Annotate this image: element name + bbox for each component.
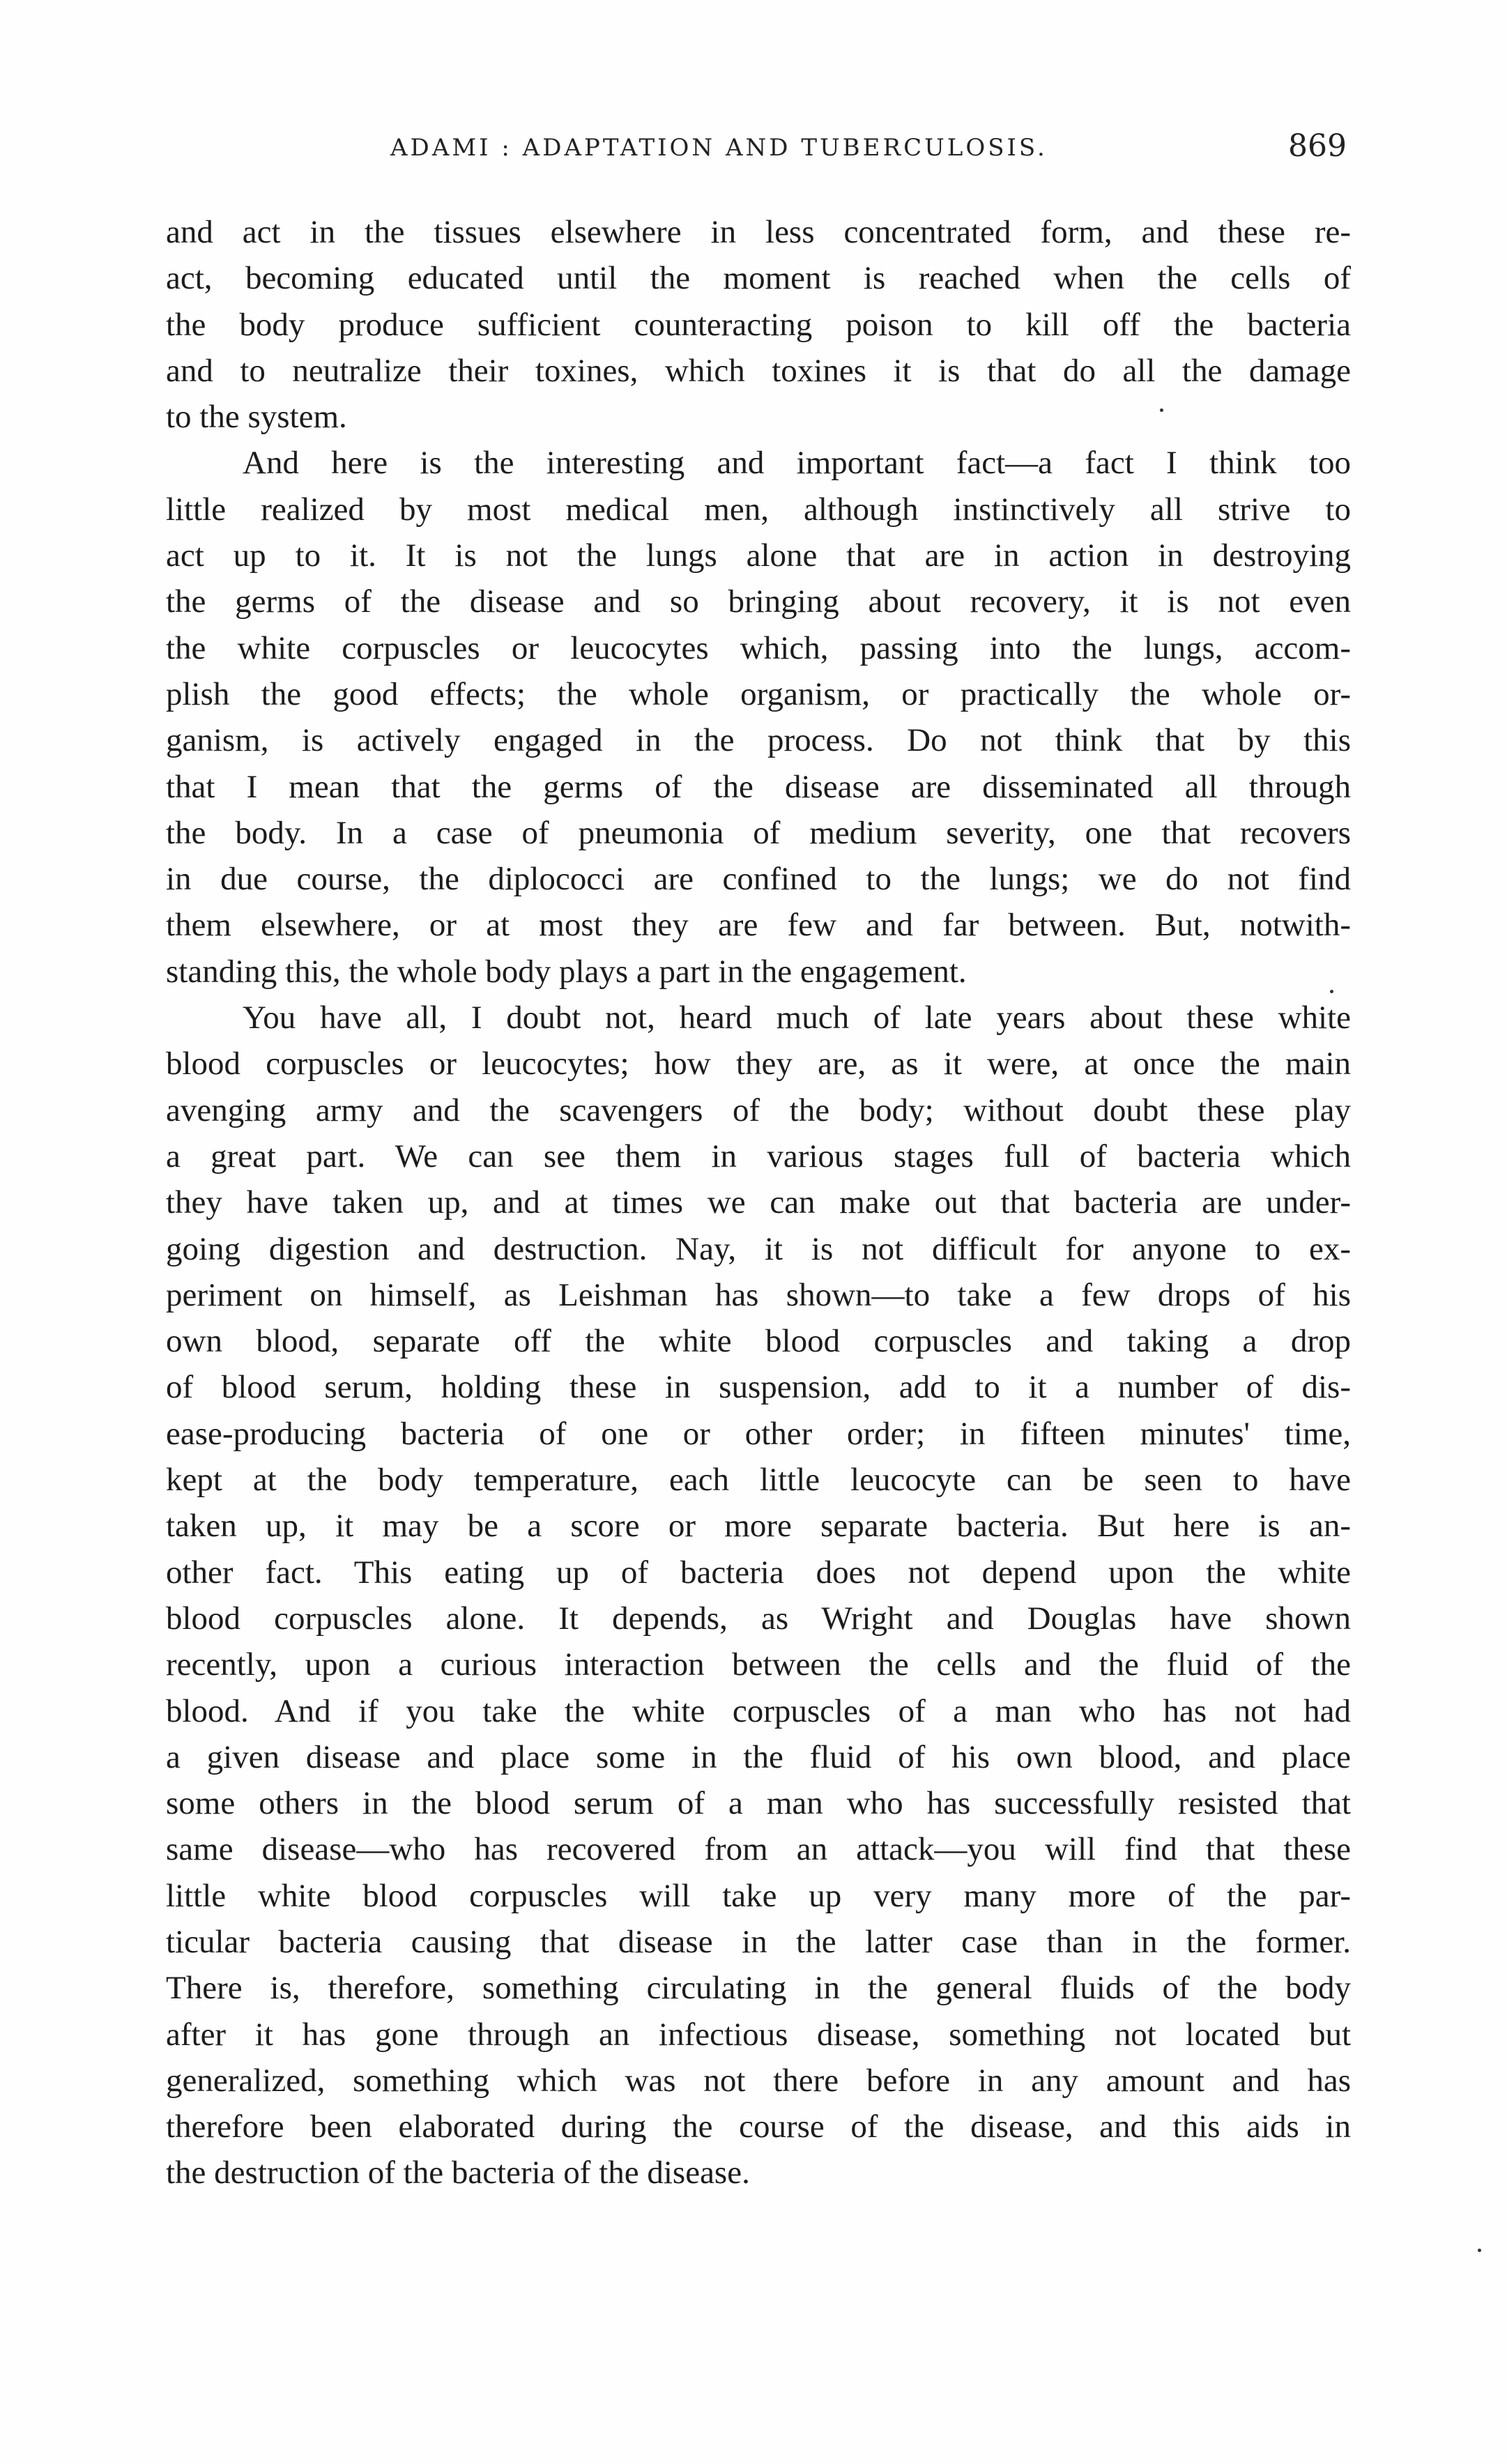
text-line: going digestion and destruction. Nay, it is not difficult for anyone to ex- [166, 1230, 1351, 1267]
text-line: And here is the interesting and important fact—a fact I think too [243, 445, 1351, 482]
text-line: ganism, is actively engaged in the process. Do not think that by this [166, 722, 1351, 759]
text-line: the body. In a case of pneumonia of medium severity, one that recovers [166, 814, 1351, 851]
text-line: blood. And if you take the white corpuscles of a man who has not had [166, 1692, 1351, 1729]
text-line: avenging army and the scavengers of the body; without doubt these play [166, 1092, 1351, 1128]
text-line: a given disease and place some in the fluid of his own blood, and place [166, 1738, 1351, 1775]
text-line: therefore been elaborated during the course of the disease, and this aids in [166, 2109, 1351, 2145]
running-title: ADAMI : ADAPTATION AND TUBERCULOSIS. [390, 134, 1048, 162]
text-line: to the system. [166, 399, 347, 436]
text-line: little realized by most medical men, although instinctively all strive to [166, 491, 1351, 528]
text-line: other fact. This eating up of bacteria does not depend upon the white [166, 1554, 1351, 1591]
text-line: own blood, separate off the white blood corpuscles and taking a drop [166, 1323, 1351, 1360]
page-number: 869 [1288, 128, 1347, 164]
text-line: taken up, it may be a score or more separate bacteria. But here is an- [166, 1508, 1351, 1545]
text-line: the white corpuscles or leucocytes which, passing into the lungs, accom- [166, 629, 1351, 666]
text-line: of blood serum, holding these in suspension, add to it a number of dis- [166, 1369, 1351, 1406]
text-line: and act in the tissues elsewhere in less concentrated form, and these re- [166, 214, 1351, 250]
print-speck [1160, 408, 1163, 412]
text-line: generalized, something which was not there before in any amount and has [166, 2062, 1351, 2099]
text-line: and to neutralize their toxines, which toxines it is that do all the damage [166, 352, 1351, 389]
text-line: the germs of the disease and so bringing about recovery, it is not even [166, 583, 1351, 620]
print-speck [1478, 2249, 1481, 2252]
text-line: a great part. We can see them in various stages full of bacteria which [166, 1138, 1351, 1174]
text-line: standing this, the whole body plays a part in the engagement. [166, 953, 967, 990]
text-line: the body produce sufficient counteracting poison to kill off the bacteria [166, 306, 1351, 343]
text-line: after it has gone through an infectious disease, something not located but [166, 2016, 1351, 2053]
text-line: same disease—who has recovered from an attack—you will find that these [166, 1831, 1351, 1868]
text-line: There is, therefore, something circulating in the general fluids of the body [166, 1970, 1351, 2007]
paragraph-3 [166, 995, 1351, 2196]
text-line: blood corpuscles or leucocytes; how they are, as it were, at once the main [166, 1046, 1351, 1082]
text-line: ease-producing bacteria of one or other order; in fifteen minutes' time, [166, 1415, 1351, 1452]
text-line: kept at the body temperature, each little leucocyte can be seen to have [166, 1462, 1351, 1499]
text-line: ticular bacteria causing that disease in the latter case than in the former. [166, 1923, 1351, 1960]
print-speck [1330, 990, 1333, 993]
text-line: periment on himself, as Leishman has shown—to take a few drops of his [166, 1276, 1351, 1313]
paragraph-2 [166, 440, 1351, 995]
paragraph-1 [166, 209, 1351, 440]
text-line: in due course, the diplococci are confined to the lungs; we do not find [166, 861, 1351, 898]
text-line: plish the good effects; the whole organism, or practically the whole or- [166, 675, 1351, 712]
text-line: the destruction of the bacteria of the disease. [166, 2155, 750, 2191]
text-line: You have all, I doubt not, heard much of late years about these white [243, 1000, 1351, 1036]
body-text [166, 209, 1351, 2196]
text-line: little white blood corpuscles will take up very many more of the par- [166, 1877, 1351, 1914]
text-line: blood corpuscles alone. It depends, as Wright and Douglas have shown [166, 1600, 1351, 1637]
text-line: that I mean that the germs of the disease are disseminated all through [166, 768, 1351, 805]
text-line: recently, upon a curious interaction between the cells and the fluid of the [166, 1646, 1351, 1683]
text-line: act, becoming educated until the moment is reached when the cells of [166, 260, 1351, 297]
text-line: them elsewhere, or at most they are few and far between. But, notwith- [166, 907, 1351, 944]
text-line: act up to it. It is not the lungs alone that are in action in destroying [166, 537, 1351, 574]
text-line: they have taken up, and at times we can make out that bacteria are under- [166, 1184, 1351, 1221]
text-line: some others in the blood serum of a man who has successfully resisted that [166, 1785, 1351, 1822]
